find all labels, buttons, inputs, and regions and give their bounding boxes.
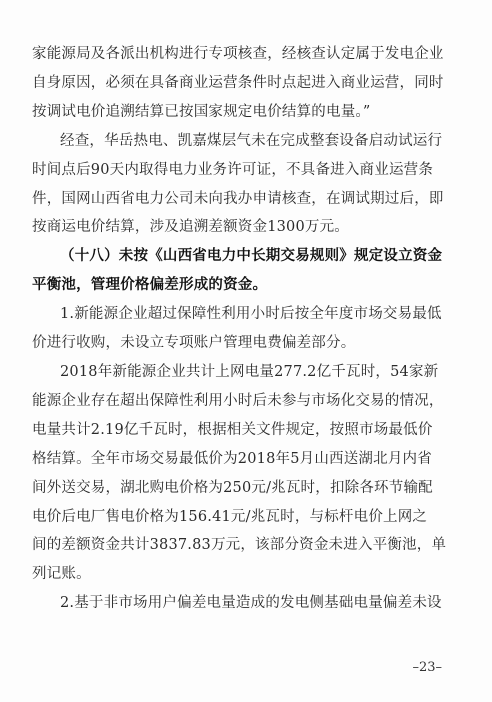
paragraph-finding — [32, 127, 462, 243]
text-line: 经查，华岳热电、凯嘉煤层气未在完成整套设备启动试运行 — [60, 132, 443, 149]
text-line: 价进行收购，未设立专项账户管理电费偏差部分。 — [32, 335, 356, 352]
heading-line: （十八）未按《山西省电力中长期交易规则》规定设立资金 — [60, 247, 443, 265]
text-line: 列记账。 — [32, 566, 91, 583]
text-line: 间的差额资金共计3837.83万元，该部分资金未进入平衡池，单 — [32, 537, 447, 554]
text-line: 件，国网山西省电力公司未向我办申请核查，在调试期过后，即 — [32, 190, 444, 207]
paragraph-item-2 — [32, 589, 462, 618]
text-line: 电量共计2.19亿千瓦时，根据相关文件规定，按照市场最低价 — [32, 421, 433, 438]
text-line: 能源企业存在超出保障性利用小时后未参与市场化交易的情况， — [32, 392, 444, 409]
page-number: –23– — [412, 660, 442, 675]
text-line: 自身原因，必须在具备商业运营条件时点起进入商业运营，同时 — [32, 74, 444, 91]
paragraph-quote-end — [32, 40, 462, 127]
text-line: 电价后电厂售电价格为156.41元/兆瓦时，与标杆电价上网之 — [32, 508, 428, 525]
text-line: 2018年新能源企业共计上网电量277.2亿千瓦时，54家新 — [60, 363, 439, 380]
text-line: 按调试电价追溯结算已按国家规定电价结算的电量。” — [32, 103, 371, 120]
paragraph-item-1-detail — [32, 358, 462, 589]
text-line: 时间点后90天内取得电力业务许可证，不具备进入商业运营条 — [32, 161, 434, 178]
text-line: 间外送交易，湖北购电价格为250元/兆瓦时，扣除各环节输配 — [32, 479, 433, 496]
heading-line: 平衡池，管理价格偏差形成的资金。 — [32, 276, 268, 294]
section-heading-18 — [32, 242, 462, 300]
text-line: 家能源局及各派出机构进行专项核查，经核查认定属于发电企业 — [32, 46, 444, 62]
text-line: 按商运电价结算，涉及追溯差额资金1300万元。 — [32, 219, 349, 236]
paragraph-item-1 — [32, 300, 462, 358]
text-line: 2.基于非市场用户偏差电量造成的发电侧基础电量偏差未设 — [60, 595, 442, 612]
text-line: 1.新能源企业超过保障性利用小时后按全年度市场交易最低 — [60, 306, 442, 323]
text-line: 格结算。全年市场交易最低价为2018年5月山西送湖北月内省 — [32, 450, 432, 467]
document-body — [32, 40, 462, 618]
